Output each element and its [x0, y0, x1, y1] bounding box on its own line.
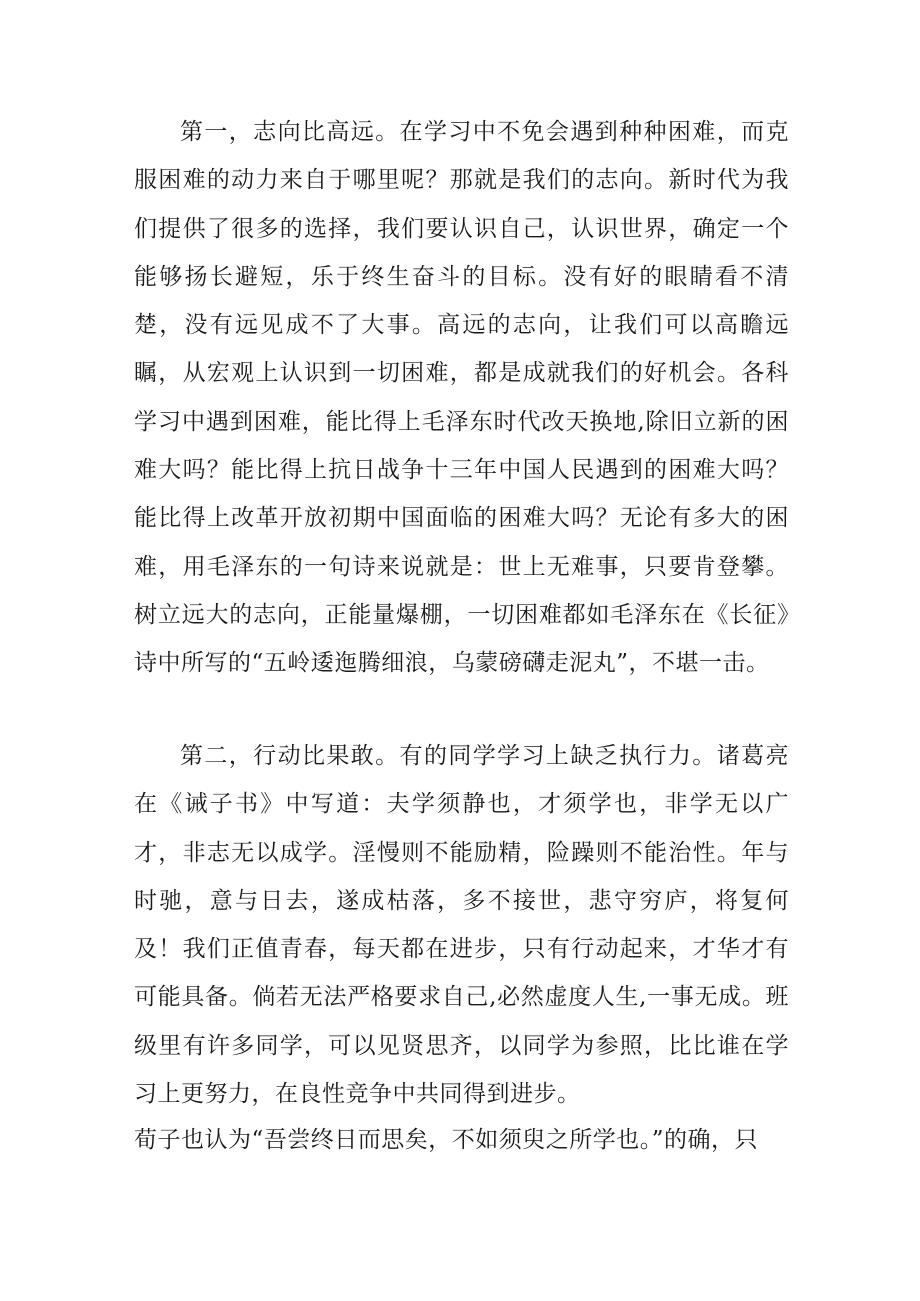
- paragraph-action: [134, 732, 789, 1118]
- paragraph-text: 第二，行动比果敢。有的同学学习上缺乏执行力。诸葛亮在《诫子书》中写道：夫学须静也，才须学也，非学无以广才，非志无以成学。淫慢则不能励精，险躁则不能治性。年与时驰，意与日去，遂成枯落，多不接世，悲守穷庐，将复何及！我们正值青春，每天都在进步，只有行动起来，才华才有可能具备。倘若无法严格要求自己,必然虚度人生,一事无成。班级里有许多同学，可以见贤思齐，以同学为参照，比比谁在学习上更努力，在良性竞争中共同得到进步。: [134, 743, 789, 1108]
- paragraph-xunzi: [134, 1116, 789, 1164]
- paragraph-text: 第一，志向比高远。在学习中不免会遇到种种困难，而克服困难的动力来自于哪里呢？那就是我们的志向。新时代为我们提供了很多的选择，我们要认识自己，认识世界，确定一个能够扬长避短，乐于终生奋斗的目标。没有好的眼睛看不清楚，没有远见成不了大事。高远的志向，让我们可以高瞻远瞩，从宏观上认识到一切困难，都是成就我们的好机会。各科学习中遇到困难，能比得上毛泽东时代改天换地,除旧立新的困难大吗？能比得上抗日战争十三年中国人民遇到的困难大吗？能比得上改革开放初期中国面临的困难大吗？无论有多大的困难，用毛泽东的一句诗来说就是：世上无难事，只要肯登攀。树立远大的志向，正能量爆棚，一切困难都如毛泽东在《长征》诗中所写的“五岭逶迤腾细浪，乌蒙磅礴走泥丸”，不堪一击。: [134, 119, 789, 677]
- paragraph-ambition: [134, 108, 789, 688]
- paragraph-text: 荀子也认为“吾尝终日而思矣，不如须臾之所学也。”的确，只: [134, 1127, 759, 1153]
